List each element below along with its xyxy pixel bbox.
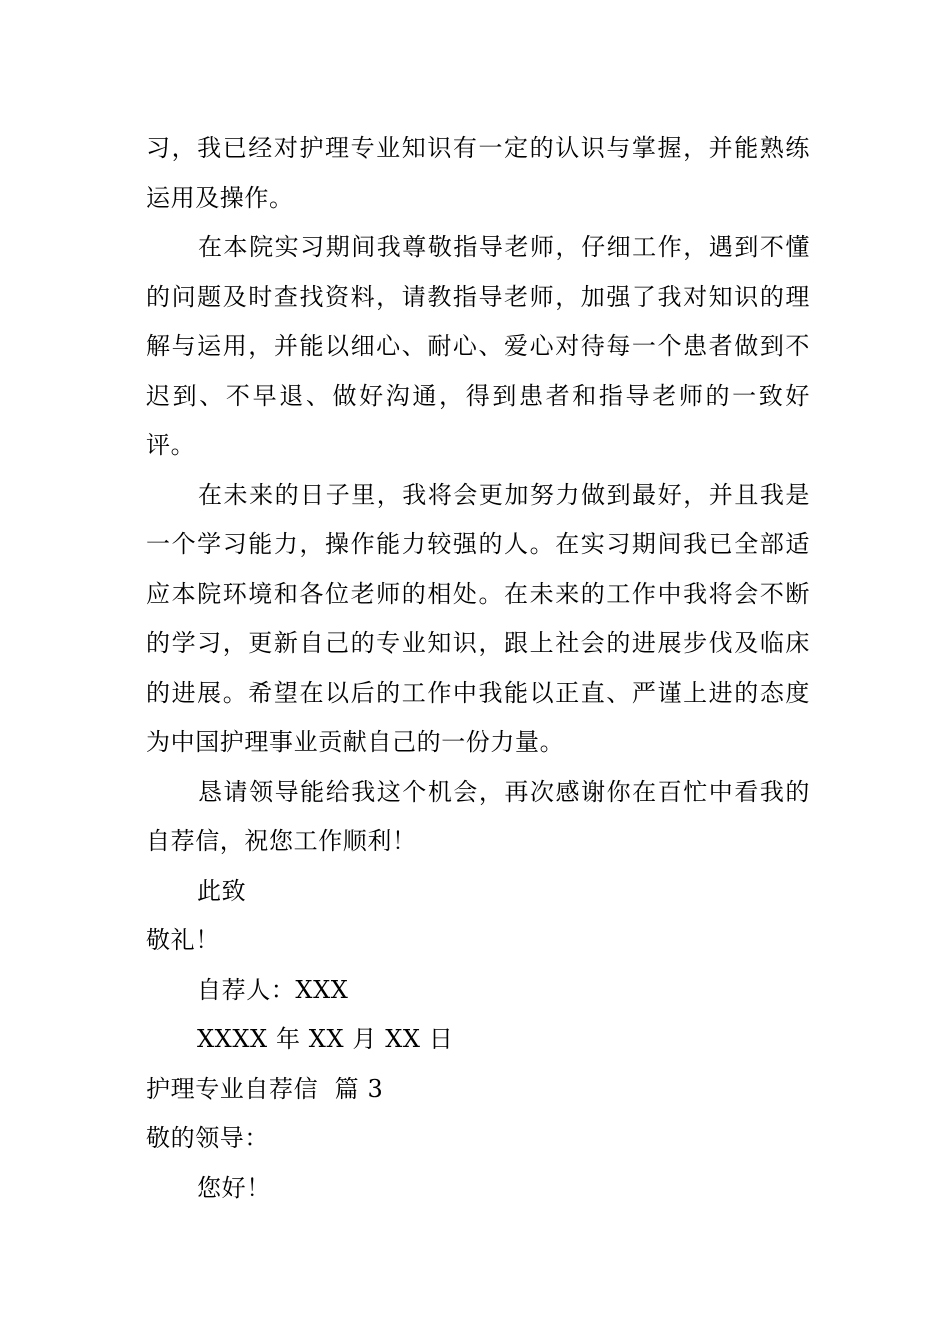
date: XXXX 年 XX 月 XX 日: [197, 1025, 454, 1053]
letter-body: [146, 124, 810, 1213]
paragraph-internship: 在本院实习期间我尊敬指导老师，仔细工作，遇到不懂的问题及时查找资料，请教指导老师，加强了我对知识的理解与运用，并能以细心、耐心、爱心对待每一个患者做到不迟到、不早退、做好沟通，得到患者和指导老师的一致好评。: [146, 233, 810, 459]
signature: 自荐人：XXX: [197, 975, 349, 1004]
greeting: 您好！: [197, 1173, 271, 1202]
section-title: 护理专业自荐信 篇 3: [146, 1074, 384, 1103]
salutation: 敬的领导：: [146, 1124, 269, 1152]
paragraph-continuation: 习，我已经对护理专业知识有一定的认识与掌握，并能熟练运用及操作。: [146, 134, 810, 212]
paragraph-future: 在未来的日子里，我将会更加努力做到最好，并且我是一个学习能力，操作能力较强的人。在实习期间我已全部适应本院环境和各位老师的相处。在未来的工作中我将会不断的学习，更新自己的专业知识，跟上社会的进展步伐及临床的进展。希望在以后的工作中我能以正直、严谨上进的态度为中国护理事业贡献自己的一份力量。: [146, 480, 810, 756]
paragraph-request: 恳请领导能给我这个机会，再次感谢你在百忙中看我的自荐信，祝您工作顺利！: [146, 777, 810, 855]
closing-ci-zhi: 此致: [197, 876, 247, 905]
closing-jing-li: 敬礼！: [146, 926, 220, 954]
